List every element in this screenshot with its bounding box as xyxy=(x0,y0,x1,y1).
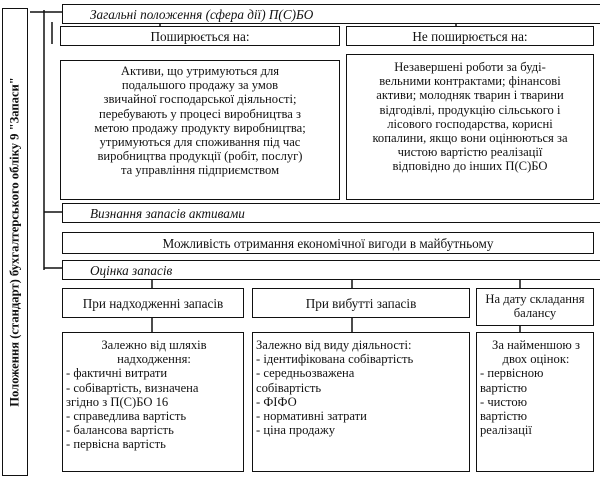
balance-date-heading-line: На дату складання xyxy=(485,292,585,306)
applies-line: утримуються для споживання під час xyxy=(99,135,301,150)
not-applies-line: відгодівлі, продукцію сільського і xyxy=(379,102,561,117)
not-applies-line: вельними контрактами; фінансові xyxy=(379,74,561,89)
receipt-line: згідно з П(С)БО 16 xyxy=(66,394,169,409)
not-applies-line: Незавершені роботи за буді- xyxy=(394,60,546,74)
economic-benefit-label: Можливість отримання економічної вигоди в майбутньому xyxy=(162,236,494,251)
applies-line: подальшого продажу за умов xyxy=(121,78,279,93)
disposal-heading: При вибутті запасів xyxy=(305,296,417,311)
receipt-line: - справедлива вартість xyxy=(66,409,187,424)
receipt-line: - балансова вартість xyxy=(66,423,174,438)
applies-line: виробництва продукції (робіт, послуг) xyxy=(97,149,303,164)
balance-date-heading-line: балансу xyxy=(513,306,557,321)
not-applies-detail-text xyxy=(346,60,594,174)
valuation-label: Оцінка запасів xyxy=(90,263,173,278)
applies-detail-text xyxy=(60,64,340,178)
disposal-detail-text xyxy=(256,338,468,437)
standard-side-title: Положення (стандарт) бухгалтерського обліку 9 "Запаси" xyxy=(7,77,22,407)
not-applies-heading: Не поширюється на: xyxy=(412,29,528,44)
balance-date-detail-text xyxy=(480,338,592,437)
general-provisions-label: Загальні положення (сфера дії) П(С)БО xyxy=(90,7,314,22)
receipt-line: - первісна вартість xyxy=(66,437,166,452)
standard-side-title-wrap xyxy=(2,8,28,476)
balance-date-line: двох оцінок: xyxy=(502,352,570,367)
recognition-label: Визнання запасів активами xyxy=(90,206,245,221)
receipt-line: - собівартість, визначена xyxy=(66,380,199,395)
disposal-line: - ідентифікована собівартість xyxy=(256,352,414,367)
receipt-line: Залежно від шляхів xyxy=(101,338,207,352)
disposal-line: собівартість xyxy=(256,380,322,395)
balance-date-line: За найменшою з xyxy=(492,338,580,352)
not-applies-line: активи; молодняк тварин і тварини xyxy=(376,88,564,103)
receipt-heading: При надходженні запасів xyxy=(82,296,224,311)
balance-date-line: вартістю xyxy=(480,380,528,395)
applies-line: метою продажу продукту виробництва; xyxy=(94,120,306,135)
balance-date-line: - первісною xyxy=(480,366,544,381)
not-applies-line: копалини, якщо вони оцінюються за xyxy=(372,131,568,146)
disposal-line: - нормативні затрати xyxy=(256,409,367,424)
disposal-line: - ціна продажу xyxy=(256,423,336,438)
not-applies-line: відповідно до інших П(С)БО xyxy=(392,159,548,174)
applies-line: та управління підприємством xyxy=(120,163,280,178)
applies-line: Активи, що утримуються для xyxy=(120,64,280,78)
applies-line: перебувають у процесі виробництва з xyxy=(98,106,301,121)
receipt-line: - фактичні витрати xyxy=(66,366,168,381)
disposal-line: Залежно від виду діяльності: xyxy=(256,338,412,352)
receipt-detail-text xyxy=(66,338,242,452)
not-applies-line: чистою вартістю реалізації xyxy=(397,145,543,160)
balance-date-line: - чистою xyxy=(480,394,528,409)
applies-heading: Поширюється на: xyxy=(150,29,250,44)
balance-date-line: вартістю xyxy=(480,409,528,424)
disposal-line: - середньозважена xyxy=(256,366,355,381)
applies-line: звичайної господарської діяльності; xyxy=(103,92,297,107)
disposal-line: - ФІФО xyxy=(256,394,297,409)
balance-date-line: реалізації xyxy=(480,423,532,438)
not-applies-line: лісового господарства, корисні xyxy=(387,116,553,131)
balance-date-heading xyxy=(476,292,594,320)
receipt-line: надходження: xyxy=(117,352,191,367)
